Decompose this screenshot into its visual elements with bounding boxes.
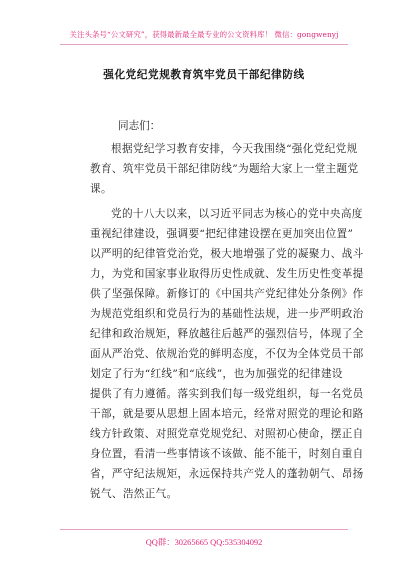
- paragraph-1: [90, 139, 359, 199]
- paragraph-line: 课。: [90, 183, 112, 195]
- paragraph-line: 供了坚强保障。新修订的《中国共产党纪律处分条例》作: [90, 288, 364, 300]
- paragraph-line: 根据党纪学习教育安排，今天我围绕“强化党纪党规: [111, 143, 358, 155]
- paragraph-line: 党的十八大以来，以习近平同志为核心的党中央高度: [111, 208, 363, 220]
- paragraph-line: 划定了行为“红线”和“底线”，也为加强党的纪律建设: [90, 368, 343, 380]
- paragraph-line: 重视纪律建设，强调要“把纪律建设摆在更加突出位置”: [90, 228, 354, 240]
- paragraph-line: 提供了有力遵循。落实到我们每一级党组织，每一名党员: [90, 388, 364, 400]
- document-title: 强化党纪党规教育筑牢党员干部纪律防线: [103, 69, 305, 81]
- header-divider: [60, 44, 348, 45]
- footer-note: QQ群：30265665 QQ:535304092: [145, 538, 263, 547]
- paragraph-line: 身位置，看清一些事情该不该做、能不能干，时刻自重自: [90, 448, 364, 460]
- paragraph-line: 教育、筑牢党员干部纪律防线”为题给大家上一堂主题党: [90, 163, 359, 175]
- paragraph-2: [90, 204, 364, 504]
- paragraph-line: 以严明的纪律管党治党，极大地增强了党的凝聚力、战斗: [90, 248, 364, 260]
- footer-divider: [60, 529, 348, 530]
- paragraph-line: 面从严治党、依规治党的鲜明态度，不仅为全体党员干部: [90, 348, 364, 360]
- paragraph-line: 干部，就是要从思想上固本培元，经常对照党的理论和路: [90, 408, 364, 420]
- paragraph-line: 省，严守纪法规矩，永远保持共产党人的蓬勃朝气、昂扬: [90, 468, 364, 480]
- paragraph-line: 线方针政策、对照党章党规党纪、对照初心使命，摆正自: [90, 428, 364, 440]
- paragraph-line: 纪律和政治规矩，释放越往后越严的强烈信号，体现了全: [90, 328, 364, 340]
- paragraph-line: 为规范党组织和党员行为的基础性法规，进一步严明政治: [90, 308, 364, 320]
- header-note: 关注头条号“公文研究”，获得最新最全最专业的公文资料库！ 微信：gongwenyj: [69, 30, 339, 39]
- paragraph-line: 力，为党和国家事业取得历史性成就、发生历史性变革提: [90, 268, 364, 280]
- salutation: 同志们：: [118, 120, 161, 132]
- paragraph-line: 锐气、浩然正气。: [90, 488, 178, 500]
